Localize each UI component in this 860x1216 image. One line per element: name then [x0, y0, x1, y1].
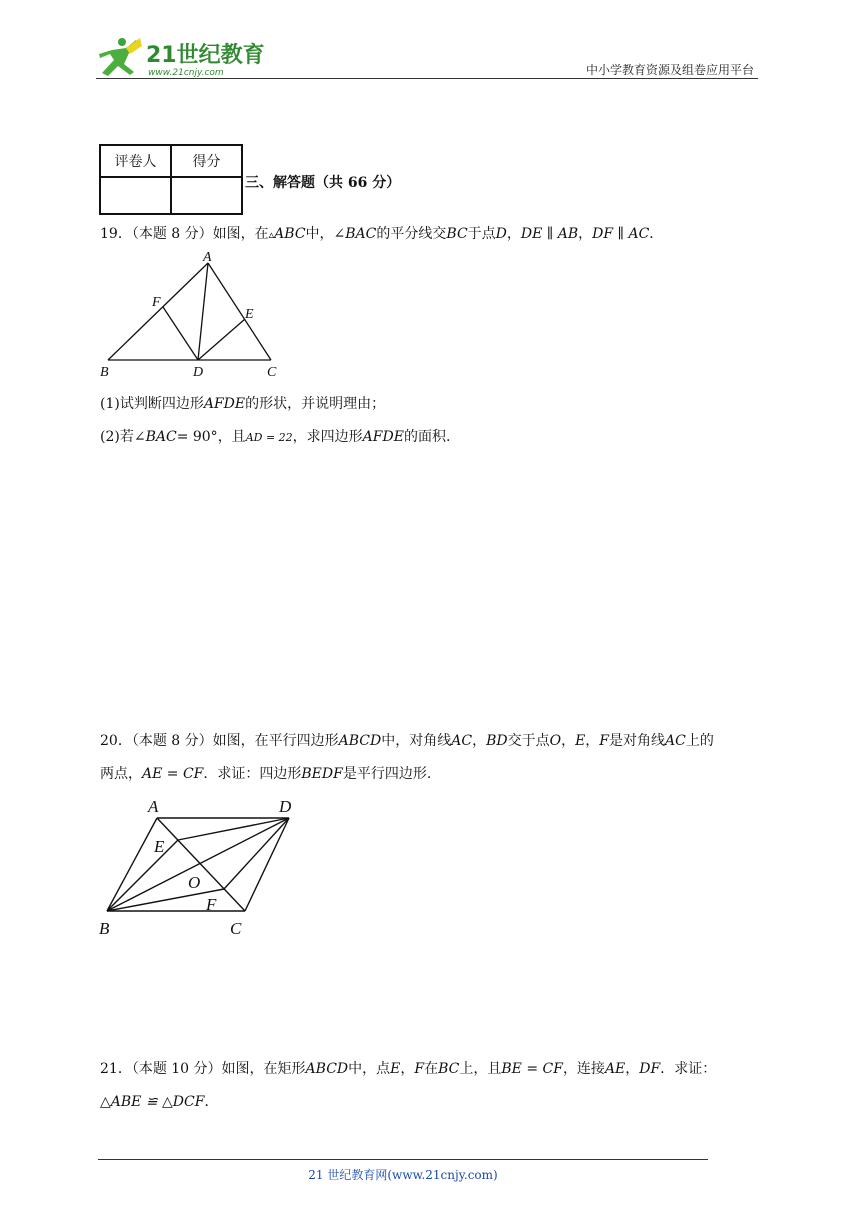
q20-parallelogram-figure: [98, 794, 308, 940]
q19-part2: (2)若∠BAC= 90°，且AD = 22，求四边形AFDE的面积.: [100, 429, 451, 445]
score-cell[interactable]: [171, 177, 242, 214]
grader-cell[interactable]: [100, 177, 171, 214]
score-header: 得分: [171, 145, 242, 177]
site-logo: [96, 36, 266, 80]
q19-statement: 19．（本题 8 分）如图，在▵ABC中，∠BAC的平分线交BC于点D，DE ∥ AB，DF ∥ AC．: [100, 226, 664, 242]
label-c: C: [230, 919, 242, 938]
q20-statement-line2: 两点，AE = CF．求证：四边形BEDF是平行四边形.: [100, 766, 432, 782]
label-c: C: [267, 365, 277, 380]
label-a: A: [203, 250, 212, 265]
q20-statement-line1: 20．（本题 8 分）如图，在平行四边形ABCD中，对角线AC，BD交于点O，E，F是对角线AC上的: [100, 733, 714, 749]
label-e: E: [154, 837, 165, 856]
label-o: O: [188, 873, 201, 892]
q21-statement-line1: 21．（本题 10 分）如图，在矩形ABCD中，点E，F在BC上，且BE = CF，连接AE，DF．求证：: [100, 1061, 717, 1077]
svg-text:21世纪教育: 21世纪教育: [146, 43, 265, 68]
footer-divider: [98, 1159, 708, 1160]
q19-part1: (1)试判断四边形AFDE的形状，并说明理由；: [100, 396, 386, 412]
label-d: D: [279, 797, 292, 816]
label-d: D: [193, 365, 204, 380]
grader-header: 评卷人: [100, 145, 171, 177]
label-f: F: [206, 895, 217, 914]
footer-link[interactable]: 21 世纪教育网(www.21cnjy.com): [308, 1168, 498, 1182]
svg-text:www.21cnjy.com: www.21cnjy.com: [148, 68, 224, 78]
label-e: E: [245, 307, 254, 322]
label-b: B: [99, 919, 110, 938]
label-a: A: [148, 797, 159, 816]
header-divider: [96, 78, 758, 79]
grader-table: [99, 144, 243, 215]
label-b: B: [100, 365, 109, 380]
q21-statement-line2: △ABE ≌ △DCF．: [100, 1094, 219, 1110]
label-f: F: [152, 295, 161, 310]
q19-triangle-figure: [100, 250, 290, 380]
platform-name: 中小学教育资源及组卷应用平台: [585, 63, 754, 77]
section-title: 三、解答题（共 66 分）: [245, 175, 401, 191]
